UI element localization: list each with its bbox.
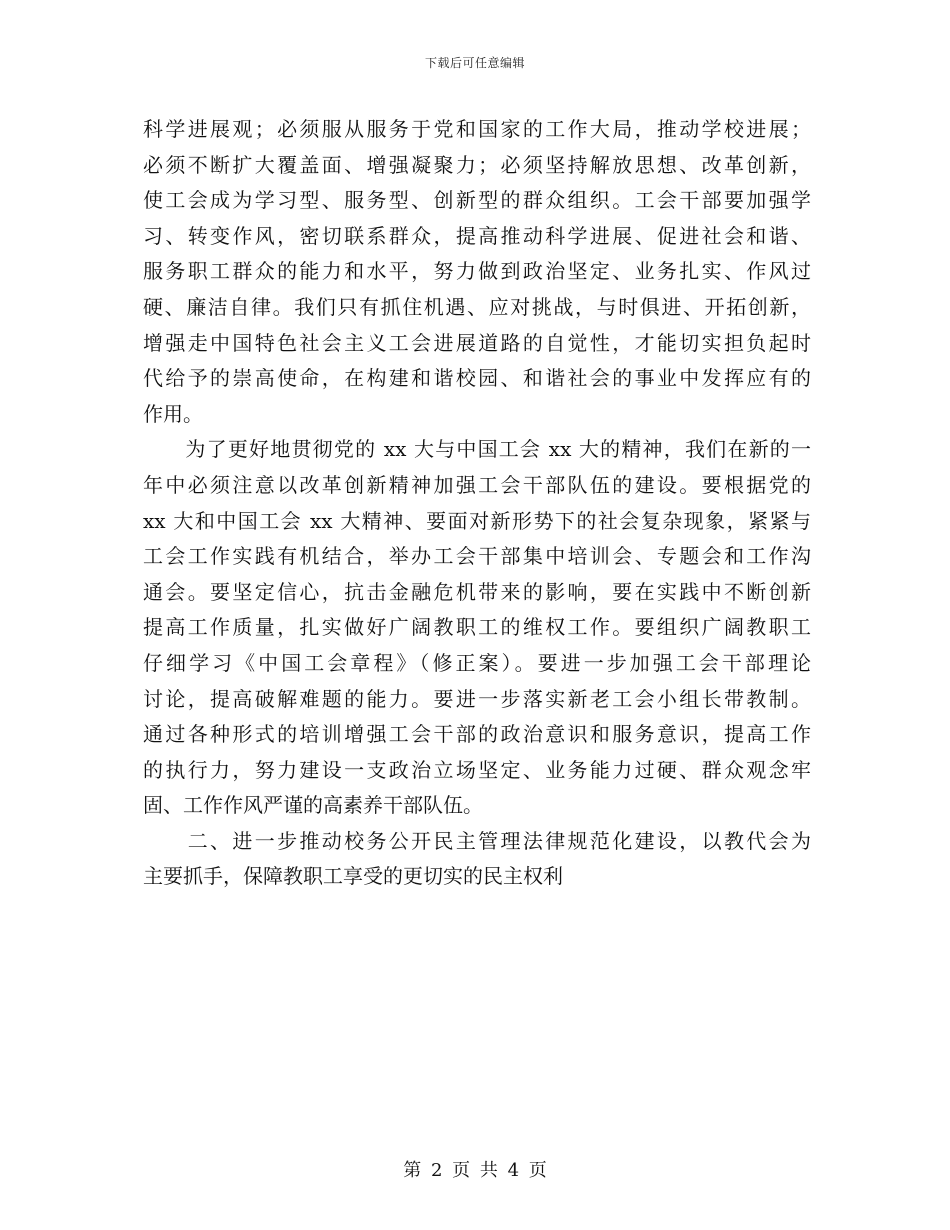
- text-line: 为了更好地贯彻党的 xx 大与中国工会 xx 大的精神，我们在新的一: [143, 437, 811, 462]
- text-line: 硬、廉洁自律。我们只有抓住机遇、应对挑战，与时俱进、开拓创新，: [143, 294, 811, 319]
- text-line: 工会工作实践有机结合，举办工会干部集中培训会、专题会和工作沟: [143, 544, 811, 569]
- text-line: 增强走中国特色社会主义工会进展道路的自觉性，才能切实担负起时: [143, 330, 811, 355]
- page-header: 下载后可任意编辑: [424, 56, 525, 70]
- text-line: 的执行力，努力建设一支政治立场坚定、业务能力过硬、群众观念牢: [143, 757, 811, 782]
- text-line: 使工会成为学习型、服务型、创新型的群众组织。工会干部要加强学: [143, 188, 811, 213]
- text-line: 主要抓手，保障教职工享受的更切实的民主权利: [143, 864, 563, 889]
- text-line: 提高工作质量，扎实做好广阔教职工的维权工作。要组织广阔教职工: [143, 615, 811, 640]
- text-line: 习、转变作风，密切联系群众，提高推动科学进展、促进社会和谐、: [143, 223, 811, 248]
- text-line: 固、工作作风严谨的高素养干部队伍。: [143, 793, 483, 818]
- text-line: 通过各种形式的培训增强工会干部的政治意识和服务意识，提高工作: [143, 722, 811, 747]
- text-line: 作用。: [143, 401, 203, 426]
- text-line: 服务职工群众的能力和水平，努力做到政治坚定、业务扎实、作风过: [143, 259, 811, 284]
- text-line: 二、进一步推动校务公开民主管理法律规范化建设，以教代会为: [143, 828, 811, 853]
- text-line: 必须不断扩大覆盖面、增强凝聚力；必须坚持解放思想、改革创新，: [143, 152, 811, 177]
- text-line: 讨论，提高破解难题的能力。要进一步落实新老工会小组长带教制。: [143, 686, 811, 711]
- text-line: 科学进展观；必须服从服务于党和国家的工作大局，推动学校进展；: [143, 117, 811, 141]
- document-body: [143, 112, 811, 895]
- text-line: xx 大和中国工会 xx 大精神、要面对新形势下的社会复杂现象，紧紧与: [143, 508, 811, 533]
- page-footer: 第 2 页 共 4 页: [403, 1160, 547, 1181]
- text-line: 年中必须注意以改革创新精神加强工会干部队伍的建设。要根据党的: [143, 472, 811, 497]
- text-line: 代给予的崇高使命，在构建和谐校园、和谐社会的事业中发挥应有的: [143, 366, 811, 391]
- text-line: 通会。要坚定信心，抗击金融危机带来的影响，要在实践中不断创新: [143, 579, 811, 604]
- text-line: 仔细学习《中国工会章程》（修正案）。要进一步加强工会干部理论: [143, 650, 811, 675]
